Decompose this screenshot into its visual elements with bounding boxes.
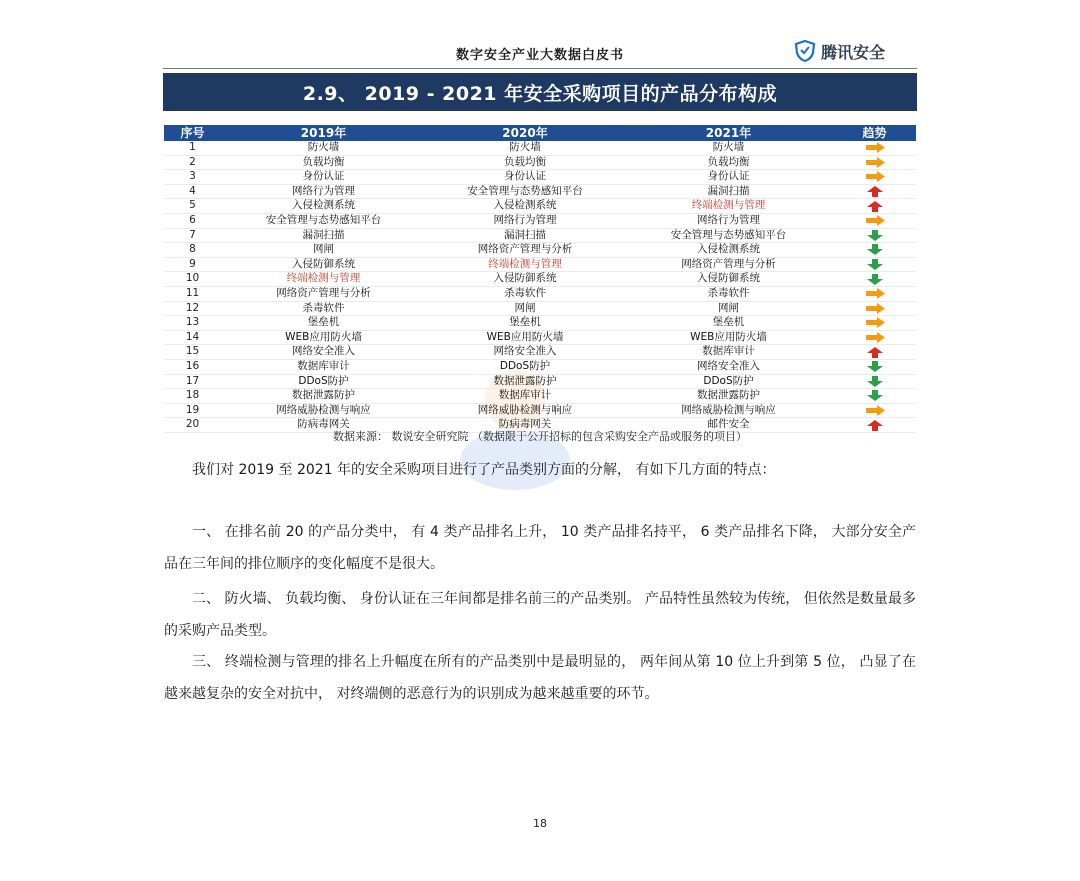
product-cell-2021: 身份认证 xyxy=(624,170,833,185)
product-cell-2019: 防病毒网关 xyxy=(221,418,426,433)
product-cell-2020: 网络威胁检测与响应 xyxy=(426,403,624,418)
rank-cell: 9 xyxy=(164,257,221,272)
product-ranking-table xyxy=(164,125,916,433)
trend-cell xyxy=(833,301,916,316)
product-cell-2021: 安全管理与态势感知平台 xyxy=(624,228,833,243)
trend-cell xyxy=(833,199,916,214)
trend-down-icon xyxy=(864,376,886,387)
rank-cell: 11 xyxy=(164,286,221,301)
table-row xyxy=(164,272,916,287)
product-cell-2020: 网络安全准入 xyxy=(426,345,624,360)
trend-cell xyxy=(833,155,916,170)
trend-down-icon xyxy=(864,259,886,270)
trend-down-icon xyxy=(864,390,886,401)
product-cell-2021: 入侵检测系统 xyxy=(624,243,833,258)
table-row xyxy=(164,286,916,301)
rank-cell: 20 xyxy=(164,418,221,433)
product-cell-2019: 安全管理与态势感知平台 xyxy=(221,213,426,228)
product-cell-2019: 数据泄露防护 xyxy=(221,389,426,404)
table-row xyxy=(164,359,916,374)
paragraph-point-1: 一、 在排名前 20 的产品分类中， 有 4 类产品排名上升， 10 类产品排名持平， 6 类产品排名下降， 大部分安全产品在三年间的排位顺序的变化幅度不是很大。 xyxy=(164,524,916,572)
table-row xyxy=(164,330,916,345)
header-divider xyxy=(163,68,917,69)
product-cell-2021: 网闸 xyxy=(624,301,833,316)
rank-cell: 14 xyxy=(164,330,221,345)
product-cell-2020: 杀毒软件 xyxy=(426,286,624,301)
product-cell-2020: 堡垒机 xyxy=(426,316,624,331)
product-cell-2021: 堡垒机 xyxy=(624,316,833,331)
product-cell-2019: 堡垒机 xyxy=(221,316,426,331)
rank-cell: 10 xyxy=(164,272,221,287)
trend-cell xyxy=(833,389,916,404)
product-cell-2020: 负载均衡 xyxy=(426,155,624,170)
trend-flat-icon xyxy=(864,142,886,153)
trend-cell xyxy=(833,184,916,199)
product-cell-2020: 入侵防御系统 xyxy=(426,272,624,287)
product-cell-2020: 终端检测与管理 xyxy=(426,257,624,272)
table-row xyxy=(164,199,916,214)
product-cell-2019: 网络行为管理 xyxy=(221,184,426,199)
rank-cell: 2 xyxy=(164,155,221,170)
rank-cell: 15 xyxy=(164,345,221,360)
table-row xyxy=(164,213,916,228)
product-cell-2019: 漏洞扫描 xyxy=(221,228,426,243)
trend-cell xyxy=(833,345,916,360)
paragraph-intro: 我们对 2019 至 2021 年的安全采购项目进行了产品类别方面的分解， 有如下几方面的特点： xyxy=(192,462,776,478)
table-row xyxy=(164,345,916,360)
trend-flat-icon xyxy=(864,215,886,226)
paragraph-point-3: 三、 终端检测与管理的排名上升幅度在所有的产品类别中是最明显的， 两年间从第 10 位上升到第 5 位， 凸显了在越来越复杂的安全对抗中， 对终端侧的恶意行为的识别成为越来越重要的环节。 xyxy=(164,654,916,702)
product-cell-2019: 数据库审计 xyxy=(221,359,426,374)
product-cell-2021: 终端检测与管理 xyxy=(624,199,833,214)
trend-up-icon xyxy=(864,201,886,212)
page-number: 18 xyxy=(533,817,547,830)
trend-flat-icon xyxy=(864,332,886,343)
rank-cell: 17 xyxy=(164,374,221,389)
product-cell-2021: 入侵防御系统 xyxy=(624,272,833,287)
product-cell-2019: 负载均衡 xyxy=(221,155,426,170)
table-row xyxy=(164,228,916,243)
product-cell-2021: 漏洞扫描 xyxy=(624,184,833,199)
trend-flat-icon xyxy=(864,157,886,168)
table-row xyxy=(164,155,916,170)
product-cell-2020: 防病毒网关 xyxy=(426,418,624,433)
trend-down-icon xyxy=(864,244,886,255)
product-cell-2020: DDoS防护 xyxy=(426,359,624,374)
rank-cell: 13 xyxy=(164,316,221,331)
brand-logo xyxy=(793,38,913,64)
product-cell-2021: 网络威胁检测与响应 xyxy=(624,403,833,418)
trend-down-icon xyxy=(864,361,886,372)
column-header-2019: 2019年 xyxy=(221,125,426,141)
brand-name: 腾讯安全 xyxy=(821,42,886,62)
rank-cell: 1 xyxy=(164,141,221,155)
paragraph-point-2: 二、 防火墙、 负载均衡、 身份认证在三年间都是排名前三的产品类别。 产品特性虽然较为传统， 但依然是数量最多的采购产品类型。 xyxy=(164,591,916,639)
column-header-rank: 序号 xyxy=(164,125,221,141)
column-header-2020: 2020年 xyxy=(426,125,624,141)
trend-cell xyxy=(833,286,916,301)
product-cell-2020: 数据泄露防护 xyxy=(426,374,624,389)
trend-cell xyxy=(833,403,916,418)
product-cell-2020: 数据库审计 xyxy=(426,389,624,404)
product-cell-2019: 入侵防御系统 xyxy=(221,257,426,272)
product-cell-2019: 网络威胁检测与响应 xyxy=(221,403,426,418)
product-cell-2021: 网络安全准入 xyxy=(624,359,833,374)
trend-up-icon xyxy=(864,347,886,358)
rank-cell: 18 xyxy=(164,389,221,404)
document-title: 数字安全产业大数据白皮书 xyxy=(455,48,624,63)
table-row xyxy=(164,374,916,389)
product-cell-2021: DDoS防护 xyxy=(624,374,833,389)
trend-cell xyxy=(833,272,916,287)
trend-cell xyxy=(833,228,916,243)
trend-up-icon xyxy=(864,186,886,197)
product-cell-2019: 终端检测与管理 xyxy=(221,272,426,287)
table-row xyxy=(164,170,916,185)
rank-cell: 12 xyxy=(164,301,221,316)
rank-cell: 4 xyxy=(164,184,221,199)
table-row xyxy=(164,243,916,258)
trend-cell xyxy=(833,257,916,272)
trend-flat-icon xyxy=(864,405,886,416)
trend-cell xyxy=(833,374,916,389)
table-row xyxy=(164,141,916,155)
trend-flat-icon xyxy=(864,171,886,182)
trend-cell xyxy=(833,330,916,345)
product-cell-2020: WEB应用防火墙 xyxy=(426,330,624,345)
product-cell-2021: 网络资产管理与分析 xyxy=(624,257,833,272)
product-cell-2021: 杀毒软件 xyxy=(624,286,833,301)
rank-cell: 19 xyxy=(164,403,221,418)
rank-cell: 16 xyxy=(164,359,221,374)
product-cell-2019: 网络资产管理与分析 xyxy=(221,286,426,301)
trend-cell xyxy=(833,359,916,374)
table-row xyxy=(164,301,916,316)
rank-cell: 8 xyxy=(164,243,221,258)
trend-down-icon xyxy=(864,274,886,285)
product-cell-2021: 防火墙 xyxy=(624,141,833,155)
data-source-caption: 数据来源： 数说安全研究院 （数据限于公开招标的包含采购安全产品或服务的项目） xyxy=(333,430,747,443)
column-header-2021: 2021年 xyxy=(624,125,833,141)
product-cell-2019: 网络安全准入 xyxy=(221,345,426,360)
product-cell-2019: WEB应用防火墙 xyxy=(221,330,426,345)
rank-cell: 3 xyxy=(164,170,221,185)
trend-cell xyxy=(833,141,916,155)
product-cell-2020: 漏洞扫描 xyxy=(426,228,624,243)
product-cell-2019: 网闸 xyxy=(221,243,426,258)
rank-cell: 6 xyxy=(164,213,221,228)
product-cell-2021: 数据泄露防护 xyxy=(624,389,833,404)
trend-down-icon xyxy=(864,230,886,241)
product-cell-2021: WEB应用防火墙 xyxy=(624,330,833,345)
product-cell-2021: 数据库审计 xyxy=(624,345,833,360)
table-row xyxy=(164,403,916,418)
table-row xyxy=(164,316,916,331)
table-body xyxy=(164,141,916,432)
product-cell-2021: 负载均衡 xyxy=(624,155,833,170)
rank-cell: 7 xyxy=(164,228,221,243)
product-cell-2020: 入侵检测系统 xyxy=(426,199,624,214)
product-cell-2019: DDoS防护 xyxy=(221,374,426,389)
trend-cell xyxy=(833,213,916,228)
product-cell-2019: 入侵检测系统 xyxy=(221,199,426,214)
trend-flat-icon xyxy=(864,303,886,314)
trend-cell xyxy=(833,243,916,258)
trend-flat-icon xyxy=(864,288,886,299)
column-header-trend: 趋势 xyxy=(833,125,916,141)
product-cell-2020: 网络行为管理 xyxy=(426,213,624,228)
trend-flat-icon xyxy=(864,317,886,328)
product-cell-2020: 安全管理与态势感知平台 xyxy=(426,184,624,199)
trend-cell xyxy=(833,316,916,331)
trend-cell xyxy=(833,170,916,185)
section-title: 2.9、 2019 - 2021 年安全采购项目的产品分布构成 xyxy=(163,73,917,111)
table-row xyxy=(164,257,916,272)
table-header-row xyxy=(164,125,916,141)
product-cell-2021: 邮件安全 xyxy=(624,418,833,433)
product-cell-2020: 网闸 xyxy=(426,301,624,316)
table-row xyxy=(164,389,916,404)
product-cell-2020: 防火墙 xyxy=(426,141,624,155)
product-cell-2019: 杀毒软件 xyxy=(221,301,426,316)
product-cell-2019: 身份认证 xyxy=(221,170,426,185)
product-cell-2021: 网络行为管理 xyxy=(624,213,833,228)
product-cell-2020: 身份认证 xyxy=(426,170,624,185)
table-row xyxy=(164,184,916,199)
product-cell-2020: 网络资产管理与分析 xyxy=(426,243,624,258)
rank-cell: 5 xyxy=(164,199,221,214)
shield-icon xyxy=(793,39,817,63)
product-cell-2019: 防火墙 xyxy=(221,141,426,155)
